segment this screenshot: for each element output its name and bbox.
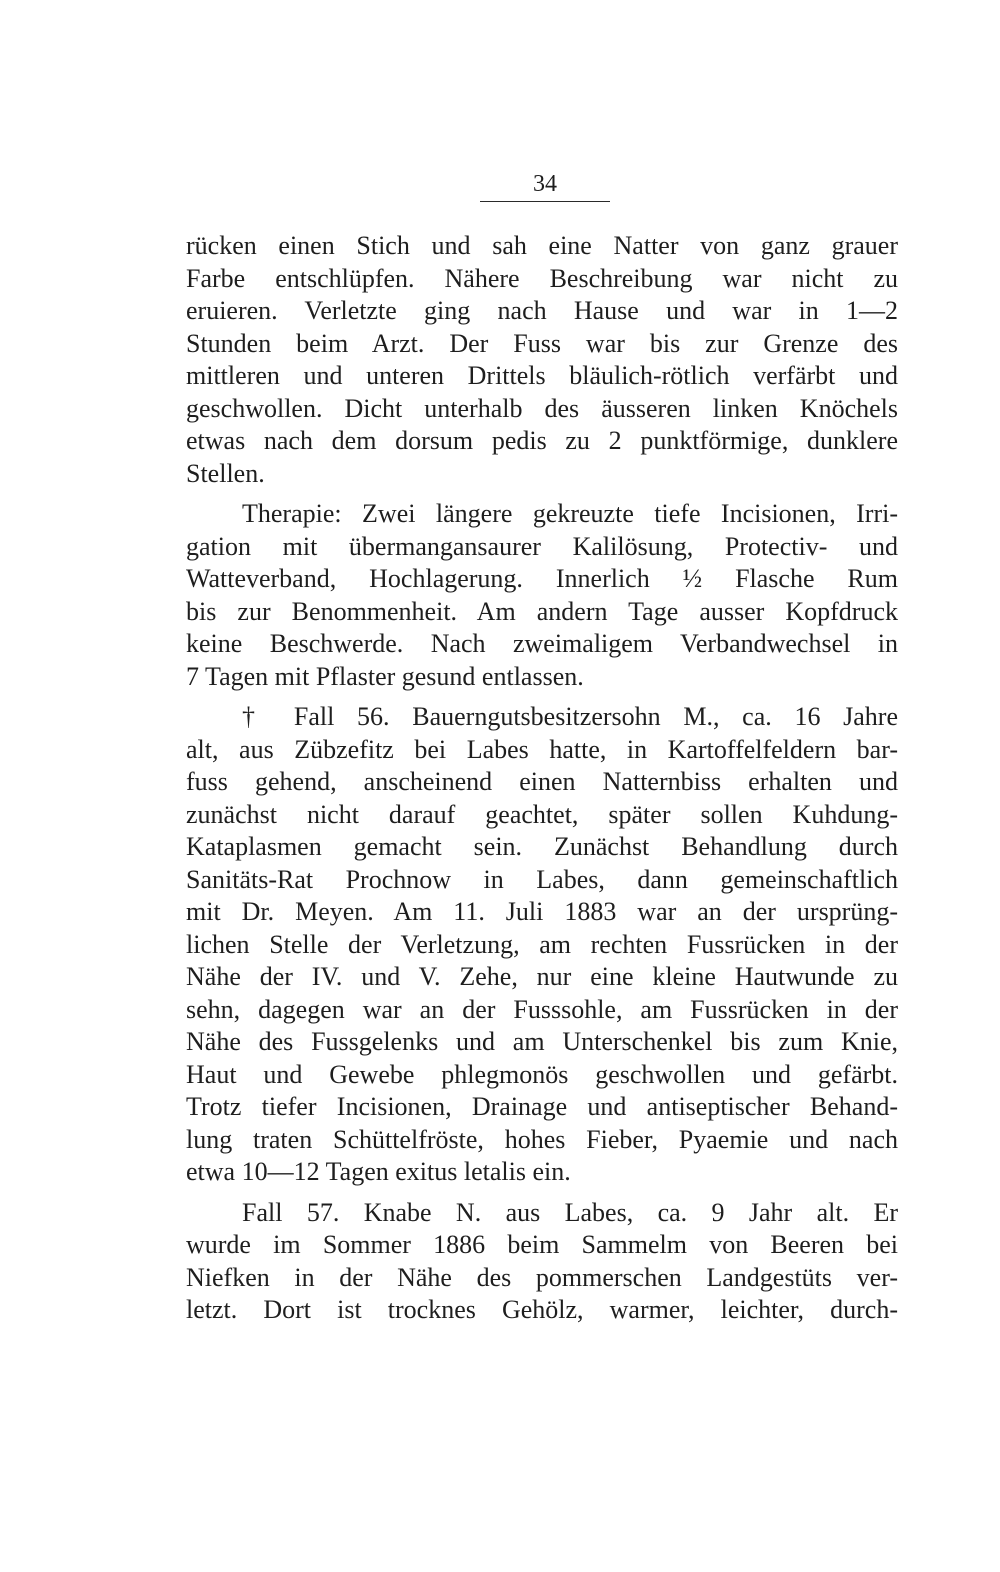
text-line: Nähe der IV. und V. Zehe, nur eine kleine Hautwunde zu (186, 962, 898, 991)
text-line: Therapie: Zwei längere gekreuzte tiefe Incisionen, Irri- (242, 499, 898, 528)
text-line: Sanitäts-Rat Prochnow in Labes, dann gemeinschaftlich (186, 864, 898, 894)
paragraph-gap (186, 693, 898, 701)
text-line: mittleren und unteren Drittels bläulich-rötlich verfärbt und (186, 361, 898, 390)
paragraph-gap (186, 1189, 898, 1197)
text-line: Stunden beim Arzt. Der Fuss war bis zur Grenze des (186, 328, 898, 358)
text-line: alt, aus Zübzefitz bei Labes hatte, in Kartoffelfeldern bar- (186, 734, 898, 764)
text-line: Farbe entschlüpfen. Nähere Beschreibung war nicht zu (186, 263, 898, 293)
text-line: fuss gehend, anscheinend einen Natternbiss erhalten und (186, 767, 898, 796)
text-line: Haut und Gewebe phlegmonös geschwollen und gefärbt. (186, 1059, 898, 1089)
text-line: eruieren. Verletzte ging nach Hause und war in 1—2 (186, 296, 898, 325)
page-number-rule (480, 201, 610, 202)
text-line: Trotz tiefer Incisionen, Drainage und antiseptischer Behand- (186, 1092, 898, 1121)
paragraph-fall-56 (186, 701, 898, 1189)
body-text (186, 230, 898, 1327)
text-line: Niefken in der Nähe des pommerschen Landgestüts ver- (186, 1262, 898, 1292)
text-line: mit Dr. Meyen. Am 11. Juli 1883 war an der ursprüng- (186, 897, 898, 926)
text-line: lung traten Schüttelfröste, hohes Fieber, Pyaemie und nach (186, 1124, 898, 1154)
paragraph-1 (186, 230, 898, 490)
text-line: Watteverband, Hochlagerung. Innerlich ½ Flasche Rum (186, 564, 898, 593)
text-line: lichen Stelle der Verletzung, am rechten Fussrücken in der (186, 929, 898, 959)
text-line: keine Beschwerde. Nach zweimaligem Verbandwechsel in (186, 629, 898, 658)
text-line: rücken einen Stich und sah eine Natter von ganz grauer (186, 231, 898, 260)
paragraph-therapie (186, 498, 898, 693)
text-line: wurde im Sommer 1886 beim Sammelm von Beeren bei (186, 1230, 898, 1259)
text-line: sehn, dagegen war an der Fusssohle, am Fussrücken in der (186, 994, 898, 1024)
text-line: 7 Tagen mit Pflaster gesund entlassen. (186, 661, 584, 691)
page-number: 34 (533, 171, 557, 197)
text-line: † Fall 56. Bauerngutsbesitzersohn M., ca. 16 Jahre (242, 702, 898, 731)
text-line: etwas nach dem dorsum pedis zu 2 punktförmige, dunklere (186, 426, 898, 455)
text-line: Stellen. (186, 458, 265, 488)
text-line: Nähe des Fussgelenks und am Unterschenkel bis zum Knie, (186, 1027, 898, 1056)
text-line: etwa 10—12 Tagen exitus letalis ein. (186, 1157, 571, 1186)
text-line: geschwollen. Dicht unterhalb des äusseren linken Knöchels (186, 393, 898, 423)
text-line: zunächst nicht darauf geachtet, später sollen Kuhdung- (186, 799, 898, 829)
text-line: letzt. Dort ist trocknes Gehölz, warmer, leichter, durch- (186, 1295, 898, 1324)
text-line: bis zur Benommenheit. Am andern Tage ausser Kopfdruck (186, 596, 898, 626)
text-line: Fall 57. Knabe N. aus Labes, ca. 9 Jahr alt. Er (242, 1197, 898, 1227)
text-line: gation mit übermangansaurer Kalilösung, Protectiv- und (186, 531, 898, 561)
text-line: Kataplasmen gemacht sein. Zunächst Behandlung durch (186, 832, 898, 861)
paragraph-fall-57 (186, 1197, 898, 1327)
paragraph-gap (186, 490, 898, 498)
